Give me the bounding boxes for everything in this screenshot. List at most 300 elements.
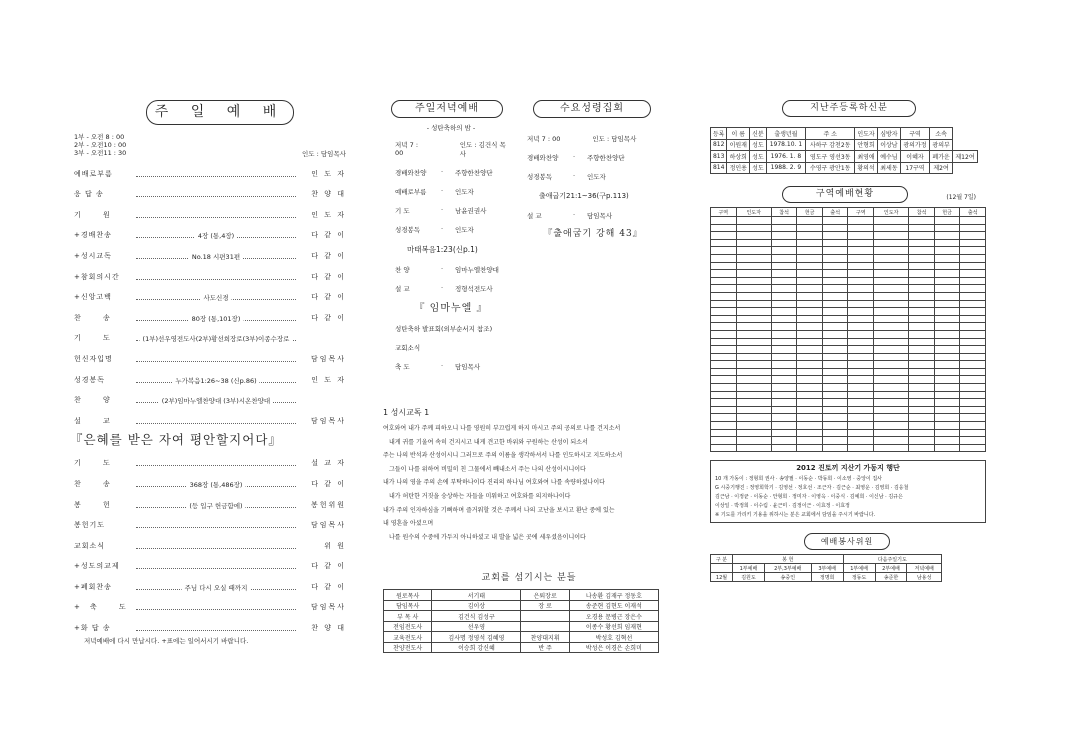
servant-cell: 교육전도사 [384,632,432,643]
district-cell [797,368,823,376]
district-cell [960,323,986,331]
servant-cell: 김건식 김성구 [432,611,521,622]
district-cell [909,353,935,361]
district-cell [848,422,874,430]
district-cell [909,277,935,285]
newcomers-title: 지난주등록하신분 [782,100,916,117]
newcomer-cell: 폐가운 [930,151,953,163]
program-label: 경배와찬양 [395,169,427,177]
dot-leader [136,251,296,259]
order-person: 담임목사 [310,416,346,425]
district-row [711,444,986,452]
newcomer-cell: 성도 [750,151,766,163]
district-cell [711,323,737,331]
district-cell [960,346,986,354]
servant-cell: 오경용 문병근 장은수 [569,611,658,622]
subheader-cell: 1부예배 [843,564,875,573]
district-cell [797,414,823,422]
district-cell [736,292,771,300]
district-cell [822,330,848,338]
order-person: 다 같 이 [311,251,346,260]
district-cell [822,399,848,407]
district-cell [736,323,771,331]
district-cell [822,444,848,452]
newcomer-cell: 이혜자 [900,151,929,163]
district-cell [822,232,848,240]
district-date: (12월 7일) [946,194,976,201]
district-cell [909,292,935,300]
servant-row [384,590,659,601]
servant-cell: 박성호 김혁선 [569,632,658,643]
district-cell [771,285,797,293]
order-item [74,489,346,510]
district-cell [822,247,848,255]
district-cell [909,384,935,392]
district-cell [736,346,771,354]
district-cell [874,346,909,354]
district-cell [711,300,737,308]
district-cell [822,437,848,445]
district-cell [874,391,909,399]
service-cell: 정명희 [811,573,843,582]
order-detail: (2부)임마누엘찬양대 (3부)시온찬양대 [159,396,273,405]
servant-cell: 박성은 이경은 손희미 [569,642,658,653]
header-cell: 인도자 [874,208,909,217]
district-cell [771,300,797,308]
program-label: 성경봉독 [527,173,553,181]
district-cell [848,277,874,285]
servant-cell [521,611,569,622]
district-cell [934,399,960,407]
newcomer-cell: 최영애 [855,151,878,163]
district-cell [960,361,986,369]
district-cell [797,254,823,262]
district-cell [711,376,737,384]
order-item [74,199,346,220]
program-value: 주향한찬양단 [455,169,493,177]
district-row [711,368,986,376]
evening-sermon: 『 임마누엘 』 [414,303,488,314]
district-cell [909,285,935,293]
district-cell [711,254,737,262]
district-cell [822,224,848,232]
order-item [74,282,346,303]
vision-panel [710,460,986,523]
district-table [710,207,986,452]
district-cell [797,315,823,323]
district-cell [736,300,771,308]
district-cell [874,232,909,240]
servant-cell: 찬양전도사 [384,642,432,653]
district-cell [848,437,874,445]
program-value: 주향한찬양단 [587,154,625,162]
district-cell [797,353,823,361]
order-label: +참회의시간 [74,272,120,281]
servant-cell: 찬양대지휘 [521,632,569,643]
district-cell [822,308,848,316]
district-row [711,422,986,430]
newcomer-cell: 1988. 2. 9 [766,162,806,174]
district-cell [736,277,771,285]
district-cell [736,247,771,255]
vision-title: 2012 진토끼 지산기 가동지 행단 [796,464,900,473]
district-cell [797,247,823,255]
servants-title: 교회를 섬기시는 분들 [481,573,577,584]
dot-leader [136,230,296,241]
district-cell [848,368,874,376]
header-cell: 참석 [771,208,797,217]
district-cell [960,308,986,316]
dot-leader [136,416,296,424]
district-cell [848,361,874,369]
reading-line: 내가 허탄한 거짓을 숭상하는 자들을 미워하고 여호와를 의지하나이다 [389,492,571,500]
district-row [711,277,986,285]
district-cell [934,444,960,452]
dot-leader [136,582,296,590]
separator: · [441,284,444,292]
district-cell [736,239,771,247]
newcomers-header [711,128,978,140]
district-row [711,399,986,407]
header-cell: 주 소 [806,128,855,140]
district-cell [822,391,848,399]
district-cell [848,239,874,247]
district-cell [874,399,909,407]
district-cell [874,217,909,225]
district-cell [797,330,823,338]
servant-cell: 원로목사 [384,590,432,601]
servant-cell: 김사명 정영석 김혜영 [432,632,521,643]
order-item [74,323,346,344]
district-cell [934,270,960,278]
district-cell [736,391,771,399]
district-cell [934,376,960,384]
district-cell [934,429,960,437]
wednesday-service [523,100,663,371]
dot-leader [136,395,296,406]
program-item [523,153,663,162]
district-cell [874,353,909,361]
subheader-cell [711,564,733,573]
district-cell [848,346,874,354]
district-cell [960,444,986,452]
district-cell [934,391,960,399]
district-row [711,247,986,255]
district-cell [797,376,823,384]
order-person: 다 같 이 [311,231,346,240]
district-cell [874,368,909,376]
newcomer-cell: 영도구 영선3동 [806,151,855,163]
district-cell [797,224,823,232]
header-cell: 신분 [750,128,766,140]
right-column [710,100,998,582]
separator: · [573,153,576,161]
district-cell [934,346,960,354]
order-label: 기 도 [74,334,120,343]
subheader-cell: 3부예배 [811,564,843,573]
district-row [711,285,986,293]
district-cell [848,323,874,331]
district-cell [736,368,771,376]
separator: · [441,362,444,370]
service-committee-table [710,554,942,582]
program-label: 설 교 [395,285,410,293]
district-row [711,308,986,316]
district-cell [934,422,960,430]
order-label: +성도의교제 [74,562,120,571]
order-label: 교회소식 [74,541,106,550]
district-cell [909,368,935,376]
responsive-reading [383,422,675,544]
district-cell [771,330,797,338]
district-cell [822,300,848,308]
program-value: 정형석전도사 [455,285,493,293]
district-cell [874,422,909,430]
district-cell [909,391,935,399]
district-cell [771,429,797,437]
district-cell [848,353,874,361]
service-row [711,573,942,582]
district-cell [909,422,935,430]
reading-line: 나를 원수의 수중에 가두지 아니하셨고 내 발을 넓은 곳에 세우셨음이니이다 [389,533,586,541]
program-item [391,187,511,196]
district-cell [909,330,935,338]
district-row [711,429,986,437]
program-value: 담임목사 [587,212,613,220]
program-value: 남윤권권사 [455,207,487,215]
service-subheader [711,564,942,573]
order-label: 기 원 [74,210,120,219]
header-cell: 인도자 [855,128,878,140]
order-label: +경배찬송 [74,231,112,240]
order-label: 설 교 [74,416,120,425]
district-cell [822,277,848,285]
servant-cell: 나송환 김재구 정동호 [569,590,658,601]
district-cell [960,247,986,255]
district-cell [960,277,986,285]
order-item [74,551,346,572]
newcomer-cell: 1976. 1. 8 [766,151,806,163]
servants-table [383,589,659,653]
order-label: 헌신자입명 [74,354,113,363]
district-cell [874,414,909,422]
district-cell [909,254,935,262]
district-cell [874,330,909,338]
district-cell [934,247,960,255]
district-cell [711,285,737,293]
district-cell [711,315,737,323]
district-cell [797,361,823,369]
district-cell [934,300,960,308]
district-cell [771,254,797,262]
district-cell [822,376,848,384]
evening-scripture: 마태복음1:23(신p.1) [407,245,478,254]
district-cell [797,308,823,316]
servant-cell [521,621,569,632]
subheader-cell: 2부,3부예배 [764,564,811,573]
sunday-service-column [70,100,346,646]
order-label: +신앙고백 [74,293,112,302]
district-cell [934,262,960,270]
district-cell [822,368,848,376]
order-detail: 사도신경 [200,293,231,302]
district-cell [771,346,797,354]
header-cell: 출석 [960,208,986,217]
district-cell [711,247,737,255]
program-item [391,168,511,177]
district-cell [874,239,909,247]
district-cell [874,224,909,232]
newcomer-cell: 광의부 [930,139,953,151]
district-cell [822,262,848,270]
district-cell [771,338,797,346]
district-cell [771,353,797,361]
order-of-worship-continued [74,448,346,633]
district-cell [874,361,909,369]
district-cell [909,399,935,407]
separator: · [441,265,444,273]
district-cell [736,437,771,445]
district-cell [909,308,935,316]
district-cell [874,308,909,316]
district-cell [736,315,771,323]
district-cell [771,224,797,232]
district-cell [797,437,823,445]
order-person: 다 같 이 [311,272,346,281]
district-cell [797,300,823,308]
district-cell [771,444,797,452]
service-time: 3부 - 오전11 : 30 [74,149,127,157]
district-cell [909,239,935,247]
dot-leader [136,292,296,303]
district-cell [909,247,935,255]
district-cell [848,315,874,323]
order-item [74,592,346,613]
header-cell: 구역 [848,208,874,217]
district-cell [771,262,797,270]
district-cell [848,391,874,399]
order-item [74,302,346,323]
service-header [711,555,942,564]
dot-leader [136,479,296,487]
dot-leader [136,333,296,344]
wednesday-leader: 인도 : 담임목사 [592,135,637,143]
sermon-title: 『은혜를 받은 자여 평안할지어다』 [70,431,282,447]
servant-row [384,611,659,622]
district-cell [711,239,737,247]
district-cell [934,437,960,445]
district-cell [909,323,935,331]
servant-cell: 담임목사 [384,600,432,611]
newcomer-cell: 이원재 [727,139,750,151]
newcomer-cell: 최세동 [877,162,900,174]
separator: · [441,206,444,214]
district-cell [934,292,960,300]
newcomer-cell: 예수님 [877,151,900,163]
district-cell [771,414,797,422]
district-cell [711,224,737,232]
reading-line: 내가 주의 인자하심을 기뻐하며 즐거워할 것은 주께서 나의 고난을 보시고 환난 중에 있는 [383,506,615,514]
program-label: 경배와찬양 [527,154,559,162]
district-cell [797,277,823,285]
district-cell [960,353,986,361]
service-cell: 송준한 [875,573,907,582]
service-time: 1부 - 오전 8 : 00 [74,133,125,141]
reading-line: 내가 나의 영을 주의 손에 부탁하나이다 진리의 하나님 여호와여 나를 속량하셨나이다 [383,479,605,487]
district-cell [711,406,737,414]
order-item [74,261,346,282]
order-of-worship [74,158,346,426]
footer-note: 저녁예배에 다시 만납시다. +표에는 일어서시기 바랍니다. [84,637,249,646]
district-cell [909,270,935,278]
district-cell [874,270,909,278]
order-item [74,385,346,406]
program-item [523,172,663,181]
newcomer-cell: 성도 [750,162,766,174]
program-value: 인도자 [587,173,606,181]
district-cell [771,247,797,255]
district-cell [934,353,960,361]
district-cell [797,292,823,300]
district-cell [934,315,960,323]
vision-lines [711,473,985,522]
servant-cell: 선우영 [432,621,521,632]
vision-line: ※ 기도를 가리키 기용을 위하시는 분은 교회에서 담임을 주시기 바랍니다. [715,512,876,519]
district-cell [711,368,737,376]
dot-leader [136,561,296,569]
district-cell [960,270,986,278]
district-cell [960,239,986,247]
district-cell [874,247,909,255]
dot-leader [136,272,296,280]
newcomer-cell: 이상남 [877,139,900,151]
program-value: 인도자 [455,226,474,234]
district-row [711,254,986,262]
order-item [74,343,346,364]
wednesday-title: 수요성령집회 [533,100,651,118]
district-cell [960,217,986,225]
newcomer-cell: 사하구 감천2동 [806,139,855,151]
district-cell [848,254,874,262]
service-time: 2부 - 오전10 : 00 [74,141,127,149]
district-cell [736,399,771,407]
district-cell [771,277,797,285]
district-cell [797,429,823,437]
evening-subtitle: - 성탄축하의 밤 - [426,124,476,132]
order-person: 다 같 이 [311,562,346,571]
order-label: 성경봉독 [74,375,106,384]
order-detail: 누가복음1:26~38 (신p.86) [172,376,259,385]
district-cell [736,270,771,278]
vision-line: 김근남 · 이정균 · 이동순 · 안형희 · 정미자 · 이영옥 · 이중식 · 김예희 · 이신남 · 김규은 [715,494,903,501]
evening-title: 주일저녁예배 [391,100,503,118]
order-label: +성시교독 [74,251,112,260]
district-cell [848,399,874,407]
district-cell [711,262,737,270]
district-cell [848,270,874,278]
district-cell [711,338,737,346]
dot-leader [136,375,296,383]
district-cell [960,254,986,262]
separator: · [573,172,576,180]
order-label: 봉 헌 [74,500,120,509]
servant-row [384,621,659,632]
district-cell [771,391,797,399]
servant-cell: 장 로 [521,600,569,611]
district-cell [711,361,737,369]
district-cell [822,217,848,225]
order-person: 다 같 이 [311,479,346,488]
